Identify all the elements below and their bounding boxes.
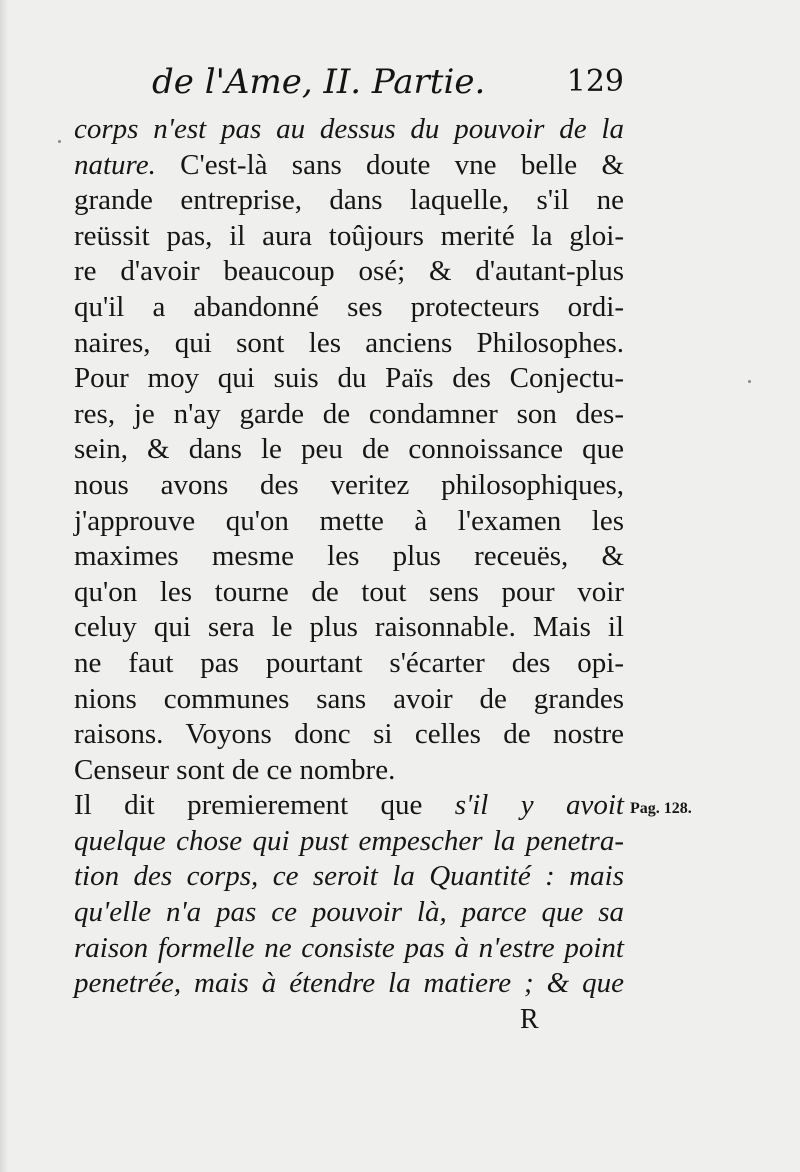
margin-page-reference: Pag. 128. — [630, 800, 692, 817]
text-segment: Il dit premierement que — [74, 789, 455, 822]
text-segment: reüssit pas, il aura toûjours merité la gloi- — [74, 219, 624, 252]
body-text — [74, 112, 624, 1002]
text-segment: maximes mesme les plus receuës, & — [74, 540, 624, 573]
signature-mark: R — [520, 1004, 539, 1035]
text-line — [74, 610, 624, 646]
paper-speck — [748, 380, 751, 383]
text-segment: raisons. Voyons donc si celles de nostre — [74, 718, 624, 751]
running-head — [74, 56, 630, 112]
text-line — [74, 112, 624, 148]
text-segment: naires, qui sont les anciens Philosophes. — [74, 326, 624, 359]
text-line — [74, 575, 624, 611]
text-segment: celuy qui sera le plus raisonnable. Mais il — [74, 611, 624, 644]
text-segment: Pour moy qui suis du Païs des Conjectu- — [74, 362, 624, 395]
text-segment: C'est-là sans doute vne belle & — [155, 148, 624, 181]
text-line — [74, 788, 624, 824]
text-segment: nous avons des veritez philosophiques, — [74, 468, 624, 501]
text-segment: grande entreprise, dans laquelle, s'il ne — [74, 184, 624, 217]
text-line — [74, 148, 624, 184]
italic-text-segment: s'il y avoit — [454, 789, 624, 822]
paper-speck — [58, 140, 61, 143]
italic-text-segment: nature. — [74, 148, 156, 181]
text-segment: qu'on les tourne de tout sens pour voir — [74, 575, 624, 608]
italic-text-segment: raison formelle ne consiste pas à n'estre point — [74, 931, 624, 964]
text-line — [74, 361, 624, 397]
text-line — [74, 859, 624, 895]
italic-text-segment: corps n'est pas au dessus du pouvoir de la — [74, 113, 624, 145]
text-line — [74, 895, 624, 931]
text-segment: qu'il a abandonné ses protecteurs ordi- — [74, 290, 624, 323]
text-segment: ne faut pas pourtant s'écarter des opi- — [74, 646, 624, 679]
text-line — [74, 966, 624, 1002]
text-line — [74, 504, 624, 540]
text-segment: sein, & dans le peu de connoissance que — [74, 433, 624, 466]
italic-text-segment: penetrée, mais à étendre la matiere ; & que — [74, 967, 624, 1000]
text-line — [74, 326, 624, 362]
italic-text-segment: quelque chose qui pust empescher la penetra- — [74, 824, 624, 857]
italic-text-segment: qu'elle n'a pas ce pouvoir là, parce que sa — [74, 896, 624, 929]
text-line — [74, 290, 624, 326]
text-line — [74, 753, 624, 789]
page-number: 129 — [566, 64, 624, 99]
text-line — [74, 432, 624, 468]
text-line — [74, 183, 624, 219]
text-segment: nions communes sans avoir de grandes — [74, 682, 624, 715]
text-line — [74, 254, 624, 290]
text-segment: Censeur sont de ce nombre. — [74, 753, 396, 786]
text-line — [74, 646, 624, 682]
running-title: de l'Ame, II. Partie. — [152, 62, 486, 102]
text-line — [74, 468, 624, 504]
text-line — [74, 682, 624, 718]
italic-text-segment: tion des corps, ce seroit la Quantité : mais — [74, 860, 624, 893]
text-line — [74, 397, 624, 433]
text-line — [74, 539, 624, 575]
text-line — [74, 824, 624, 860]
text-line — [74, 219, 624, 255]
text-segment: res, je n'ay garde de condamner son des- — [74, 397, 624, 430]
text-segment: j'approuve qu'on mette à l'examen les — [74, 504, 624, 537]
text-line — [74, 931, 624, 967]
text-segment: re d'avoir beaucoup osé; & d'autant-plus — [74, 255, 624, 288]
text-line — [74, 717, 624, 753]
